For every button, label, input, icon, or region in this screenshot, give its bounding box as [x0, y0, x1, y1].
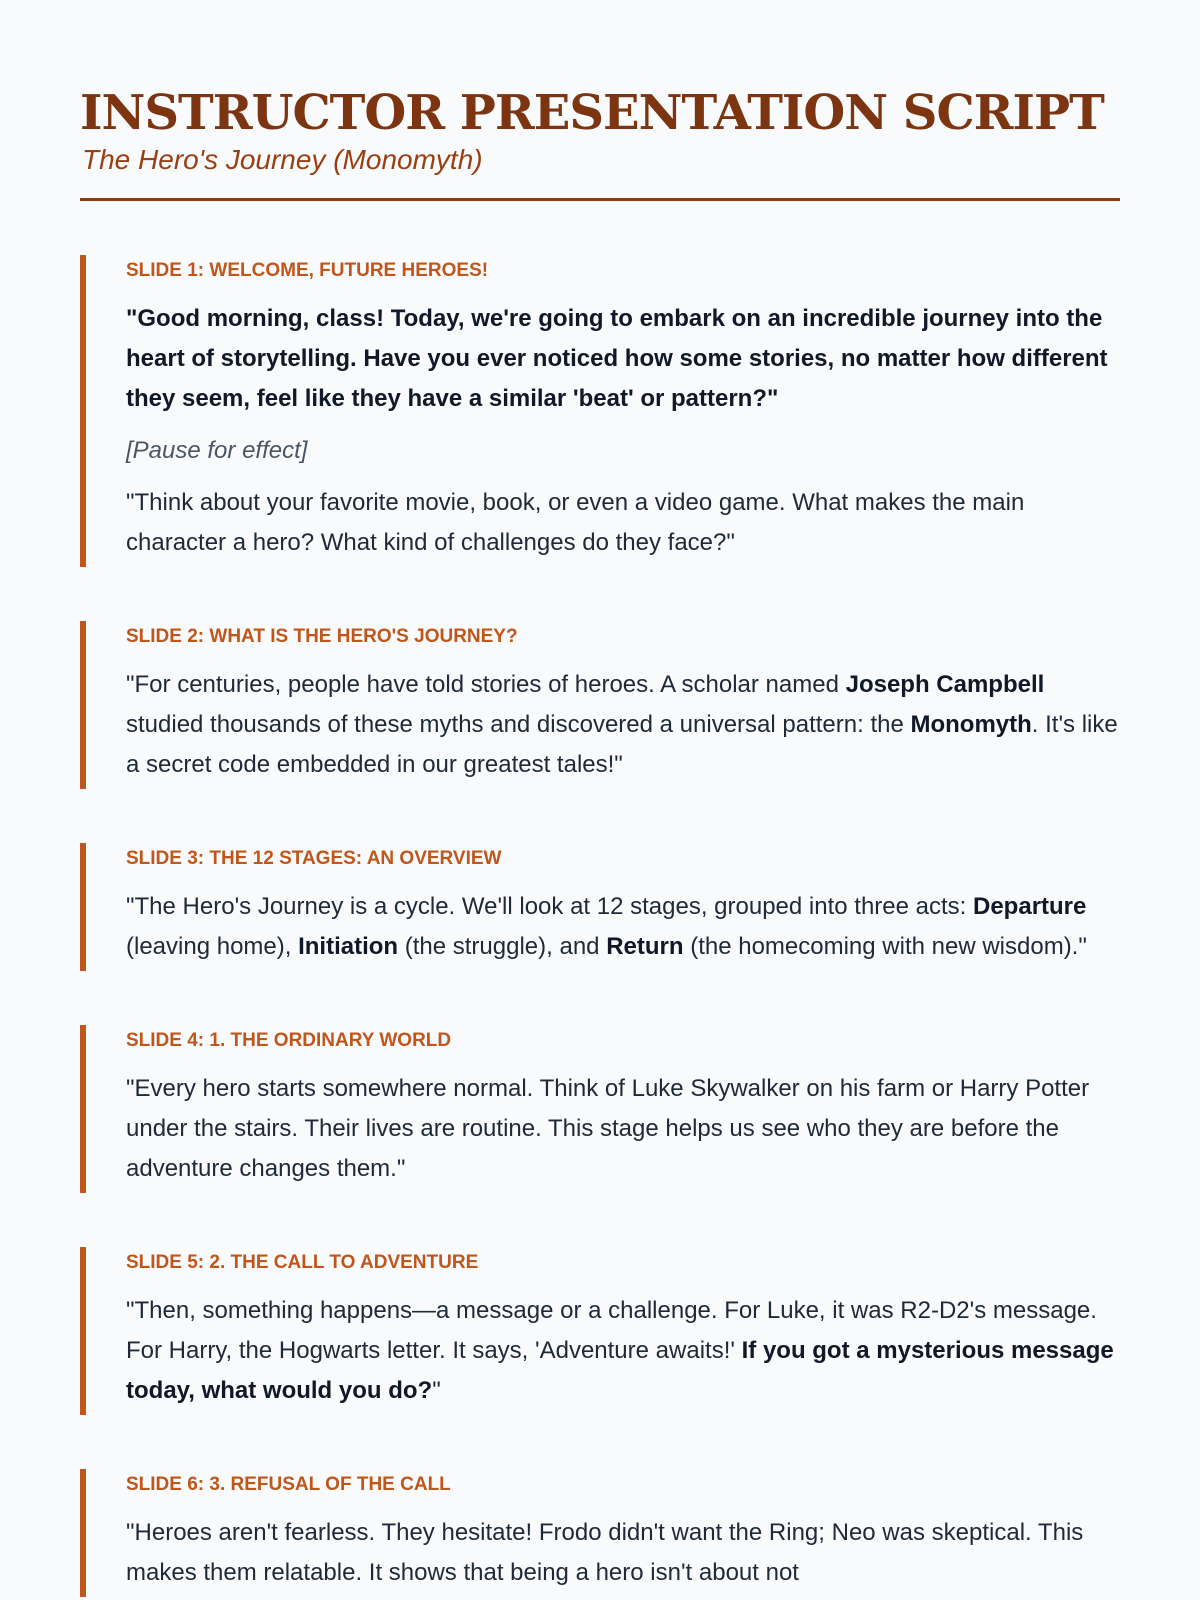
text-run: (the struggle), and: [398, 933, 607, 960]
text-run: "The Hero's Journey is a cycle. We'll look at 12 stages, grouped into three acts:: [126, 893, 973, 920]
emphasis-term: Return: [606, 933, 684, 960]
emphasis-term: Joseph Campbell: [845, 671, 1045, 698]
text-run: studied thousands of these myths and discovered a universal pattern: the: [126, 711, 911, 738]
slide-body-text: [126, 1291, 1120, 1411]
stage-direction-note: [Pause for effect]: [126, 437, 308, 464]
slide-intro-text: "Good morning, class! Today, we're going to embark on an incredible journey into the heart of storytelling. Have you ever noticed how some stories, no matter how different they seem, feel like they have a similar 'beat' or pattern?": [126, 305, 1108, 412]
text-run: "For centuries, people have told stories of heroes. A scholar named: [126, 671, 846, 698]
document-header: [80, 84, 1120, 201]
text-run: "Then, something happens—a message or a challenge. For Luke, it was R2-D2's message. For Harry, the Hogwarts letter. It says, 'Adventure awaits!': [126, 1297, 1097, 1364]
slide-2: [80, 621, 1120, 789]
text-run: (the homecoming with new wisdom).": [683, 933, 1087, 960]
slide-heading: SLIDE 6: 3. REFUSAL OF THE CALL: [126, 1474, 451, 1495]
slide-heading: SLIDE 2: WHAT IS THE HERO'S JOURNEY?: [126, 626, 518, 647]
emphasis-term: Monomyth: [910, 711, 1032, 738]
slide-heading: SLIDE 5: 2. THE CALL TO ADVENTURE: [126, 1252, 479, 1273]
slide-5: [80, 1247, 1120, 1415]
slide-heading: SLIDE 1: WELCOME, FUTURE HEROES!: [126, 260, 489, 281]
emphasis-term: Departure: [973, 893, 1087, 920]
slide-body-text: "Heroes aren't fearless. They hesitate! Frodo didn't want the Ring; Neo was skeptical. This makes them relatable. It shows that being a hero isn't about not: [126, 1519, 1084, 1586]
text-run: (leaving home),: [126, 933, 299, 960]
document-subtitle: The Hero's Journey (Monomyth): [82, 144, 483, 175]
document-title: INSTRUCTOR PRESENTATION SCRIPT: [80, 85, 1104, 141]
emphasis-term: Initiation: [298, 933, 399, 960]
slide-heading: SLIDE 3: THE 12 STAGES: AN OVERVIEW: [126, 848, 502, 869]
slide-body-text: "Every hero starts somewhere normal. Think of Luke Skywalker on his farm or Harry Potter under the stairs. Their lives are routine. This stage helps us see who they are before the adventure changes them.": [126, 1075, 1090, 1182]
slide-6: [80, 1469, 1120, 1597]
text-run: . It's like a secret code embedded in our greatest tales!": [126, 711, 1118, 778]
slide-body-text: [126, 887, 1120, 967]
discussion-question: If you got a mysterious message today, what would you do?: [126, 1337, 1114, 1404]
slide-3: [80, 843, 1120, 971]
text-run: ": [432, 1377, 441, 1404]
slide-1: [80, 255, 1120, 567]
slide-heading: SLIDE 4: 1. THE ORDINARY WORLD: [126, 1030, 452, 1051]
slide-4: [80, 1025, 1120, 1193]
slide-body-text: "Think about your favorite movie, book, or even a video game. What makes the main character a hero? What kind of challenges do they face?": [126, 489, 1025, 556]
slide-body-text: [126, 665, 1120, 785]
